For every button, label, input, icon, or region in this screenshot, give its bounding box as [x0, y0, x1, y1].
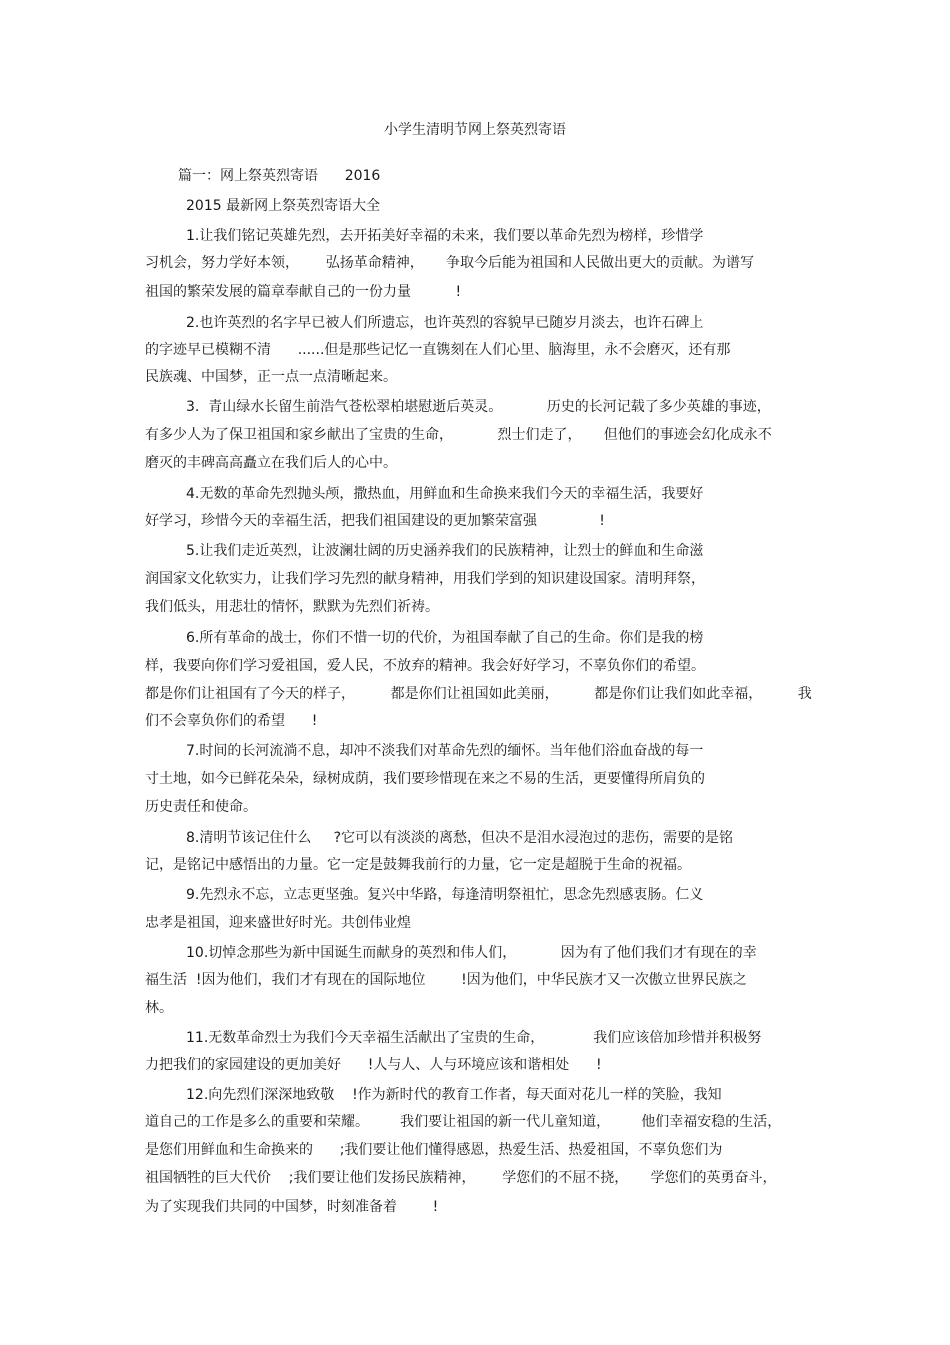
paragraph-line: 道自己的工作是多么的重要和荣耀。 我们要让祖国的新一代儿童知道， 他们幸福安稳的生活，: [145, 1114, 782, 1130]
paragraph-line: 5.让我们走近英烈，让波澜壮阔的历史涵养我们的民族精神，让烈士的鲜血和生命滋: [186, 543, 704, 559]
paragraph-line: 习机会，努力学好本领， 弘扬革命精神， 争取今后能为祖国和人民做出更大的贡献。为谱写: [145, 255, 754, 271]
paragraph-line: 9.先烈永不忘，立志更坚強。复兴中华路，每逢清明祭祖忙，思念先烈感衷肠。仁义: [186, 887, 704, 903]
paragraph-line: 润国家文化软实力，让我们学习先烈的献身精神，用我们学到的知识建设国家。清明拜祭，: [145, 571, 705, 587]
paragraph-line: 力把我们的家园建设的更加美好 !人与人、人与环境应该和谐相处 !: [145, 1057, 602, 1073]
paragraph-line: 11.无数革命烈士为我们今天幸福生活献出了宝贵的生命， 我们应该倍加珍惜并积极努: [186, 1030, 762, 1046]
paragraph-line: 都是你们让祖国有了今天的样子， 都是你们让祖国如此美丽， 都是你们让我们如此幸福， 我: [145, 686, 812, 702]
paragraph-line: 10.切悼念那些为新中国诞生而献身的英烈和伟人们， 因为有了他们我们才有现在的幸: [186, 945, 757, 961]
paragraph-line: 3. 青山绿水长留生前浩气苍松翠柏堪慰逝后英灵。 历史的长河记载了多少英雄的事迹，: [186, 399, 771, 415]
paragraph-line: 1.让我们铭记英雄先烈，去开拓美好幸福的未来，我们要以革命先烈为榜样，珍惜学: [186, 228, 704, 244]
paragraph-line: 福生活 !因为他们，我们才有现在的国际地位 !因为他们，中华民族才又一次傲立世界民族之: [145, 972, 747, 988]
paragraph-line: 有多少人为了保卫祖国和家乡献出了宝贵的生命， 烈士们走了， 但他们的事迹会幻化成永不: [145, 427, 772, 443]
paragraph-line: 林。: [145, 1000, 173, 1016]
paragraph-line: 4.无数的革命先烈抛头颅，撒热血，用鲜血和生命换来我们今天的幸福生活，我要好: [186, 486, 704, 502]
subheading: 2015 最新网上祭英烈寄语大全: [186, 198, 381, 214]
paragraph-line: 民族魂、中国梦，正一点一点清晰起来。: [145, 369, 397, 385]
paragraph-line: 7.时间的长河流淌不息，却冲不淡我们对革命先烈的缅怀。当年他们浴血奋战的每一: [186, 743, 704, 759]
paragraph-line: 我们低头，用悲壮的情怀，默默为先烈们祈祷。: [145, 599, 439, 615]
paragraph-line: 记，是铭记中感悟出的力量。它一定是鼓舞我前行的力量，它一定是超脱于生命的祝福。: [145, 857, 691, 873]
paragraph-line: 2.也许英烈的名字早已被人们所遗忘，也许英烈的容貌早已随岁月淡去，也许石碑上: [186, 315, 704, 331]
paragraph-line: 磨灭的丰碑高高矗立在我们后人的心中。: [145, 455, 397, 471]
section-heading: 篇一：网上祭英烈寄语 2016: [178, 168, 381, 184]
paragraph-line: 祖国的繁荣发展的篇章奉献自己的一份力量 !: [145, 284, 462, 300]
paragraph-line: 祖国牺牲的巨大代价 ;我们要让他们发扬民族精神， 学您们的不屈不挠， 学您们的英勇奋斗，: [145, 1170, 777, 1186]
paragraph-line: 6.所有革命的战士，你们不惜一切的代价，为祖国奉献了自己的生命。你们是我的榜: [186, 630, 704, 646]
paragraph-line: 样，我要向你们学习爱祖国，爱人民，不放弃的精神。我会好好学习，不辜负你们的希望。: [145, 658, 705, 674]
paragraph-line: 的字迹早已模糊不清 ......但是那些记忆一直镌刻在人们心里、脑海里，永不会磨灭，还有那: [145, 342, 731, 358]
paragraph-line: 为了实现我们共同的中国梦，时刻准备着 !: [145, 1199, 439, 1215]
paragraph-line: 历史责任和使命。: [145, 799, 257, 815]
paragraph-line: 忠孝是祖国，迎来盛世好时光。共创伟业煌: [145, 915, 411, 931]
paragraph-line: 寸土地，如今已鲜花朵朵，绿树成荫，我们要珍惜现在来之不易的生活，更要懂得所肩负的: [145, 771, 705, 787]
paragraph-line: 是您们用鲜血和生命换来的 ;我们要让他们懂得感恩，热爱生活、热爱祖国，不辜负您们为: [145, 1142, 723, 1158]
document-title: 小学生清明节网上祭英烈寄语: [384, 122, 566, 138]
paragraph-line: 们不会辜负你们的希望 !: [145, 713, 318, 729]
paragraph-line: 12.向先烈们深深地致敬 !作为新时代的教育工作者，每天面对花儿一样的笑脸，我知: [186, 1087, 722, 1103]
paragraph-line: 8.清明节该记住什么 ?它可以有淡淡的离愁，但决不是泪水浸泡过的悲伤，需要的是铭: [186, 830, 734, 846]
paragraph-line: 好学习，珍惜今天的幸福生活，把我们祖国建设的更加繁荣富强 !: [145, 513, 605, 529]
